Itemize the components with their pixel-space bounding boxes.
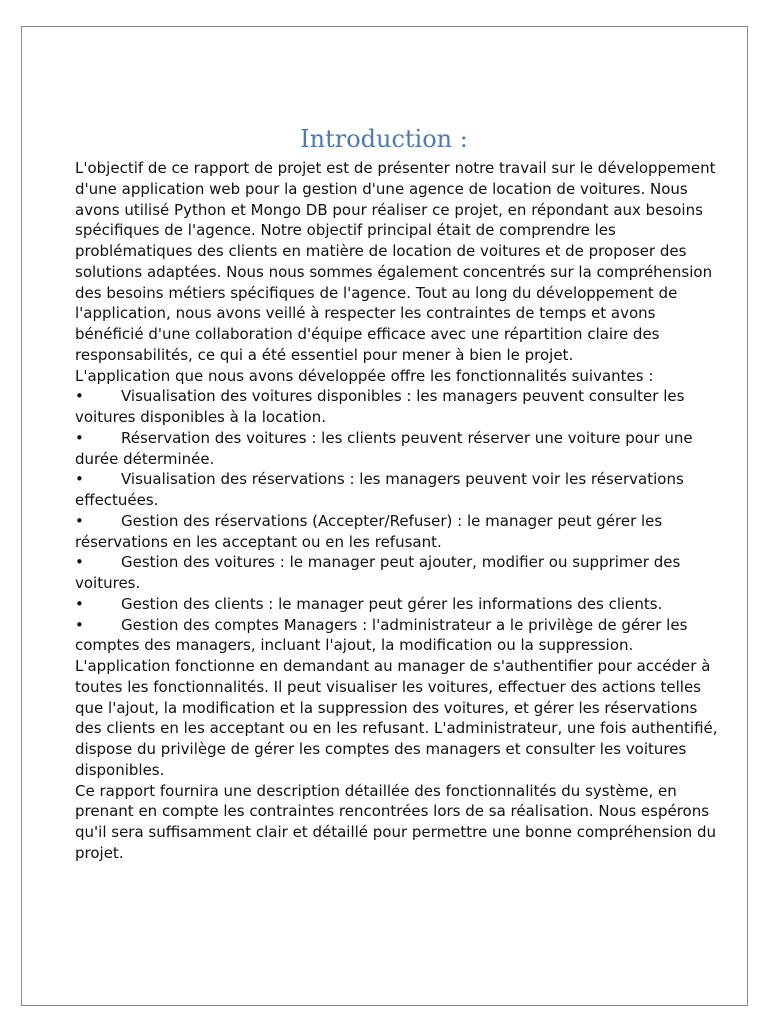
bullet-icon: • [75, 428, 84, 447]
bullet-icon: • [75, 470, 84, 489]
bullet-icon: • [75, 594, 84, 613]
bullet-icon: • [75, 553, 84, 572]
feature-text: Réservation des voitures : les clients peuvent réserver une voiture pour une durée déterminée. [75, 428, 693, 468]
feature-item [75, 469, 725, 511]
feature-item [75, 428, 725, 470]
feature-text: Gestion des comptes Managers : l'administrateur a le privilège de gérer les comptes des managers, incluant l'ajout, la modification ou la suppression. [75, 615, 688, 655]
document-body [75, 158, 725, 864]
feature-item [75, 386, 725, 428]
feature-text: Visualisation des voitures disponibles : les managers peuvent consulter les voitures disponibles à la location. [75, 387, 685, 426]
feature-item [75, 594, 725, 615]
feature-text: Gestion des clients : le manager peut gérer les informations des clients. [121, 594, 663, 613]
bullet-icon: • [75, 615, 84, 634]
feature-item [75, 511, 725, 553]
page-title: Introduction : [300, 125, 468, 153]
closing-paragraph: Ce rapport fournira une description détaillée des fonctionnalités du système, en prenant en compte les contraintes rencontrées lors de sa réalisation. Nous espérons qu'il sera suffisamment clair et détaillé pour permettre une bonne compréhension du projet. [75, 781, 717, 862]
feature-item [75, 615, 725, 657]
bullet-icon: • [75, 387, 84, 406]
features-intro: L'application que nous avons développée offre les fonctionnalités suivantes : [75, 366, 654, 385]
feature-text: Gestion des voitures : le manager peut ajouter, modifier ou supprimer des voitures. [75, 553, 681, 592]
feature-item [75, 552, 725, 594]
feature-text: Visualisation des réservations : les managers peuvent voir les réservations effectuées. [75, 470, 684, 509]
intro-paragraph: L'objectif de ce rapport de projet est de présenter notre travail sur le développement d'une application web pour la gestion d'une agence de location de voitures. Nous avons utilisé Python et Mongo DB pour réaliser ce projet, en répondant aux besoins spécifiques de l'agence. Notre objectif principal était de comprendre les problématiques des clients en matière de location de voitures et de proposer des solutions adaptées. Nous nous sommes également concentrés sur la compréhension des besoins métiers spécifiques de l'agence. Tout au long du développement de l'application, nous avons veillé à respecter les contraintes de temps et avons bénéficié d'une collaboration d'équipe efficace avec une répartition claire des responsabilités, ce qui a été essentiel pour mener à bien le projet. [75, 159, 716, 364]
workflow-paragraph: L'application fonctionne en demandant au manager de s'authentifier pour accéder à toutes les fonctionnalités. Il peut visualiser les voitures, effectuer des actions telles que l'ajout, la modification et la suppression des voitures, et gérer les réservations des clients en les acceptant ou en les refusant. L'administrateur, une fois authentifié, dispose du privilège de gérer les comptes des managers et consulter les voitures disponibles. [75, 657, 718, 779]
bullet-icon: • [75, 511, 84, 530]
feature-text: Gestion des réservations (Accepter/Refuser) : le manager peut gérer les réservations en les acceptant ou en les refusant. [75, 511, 663, 551]
